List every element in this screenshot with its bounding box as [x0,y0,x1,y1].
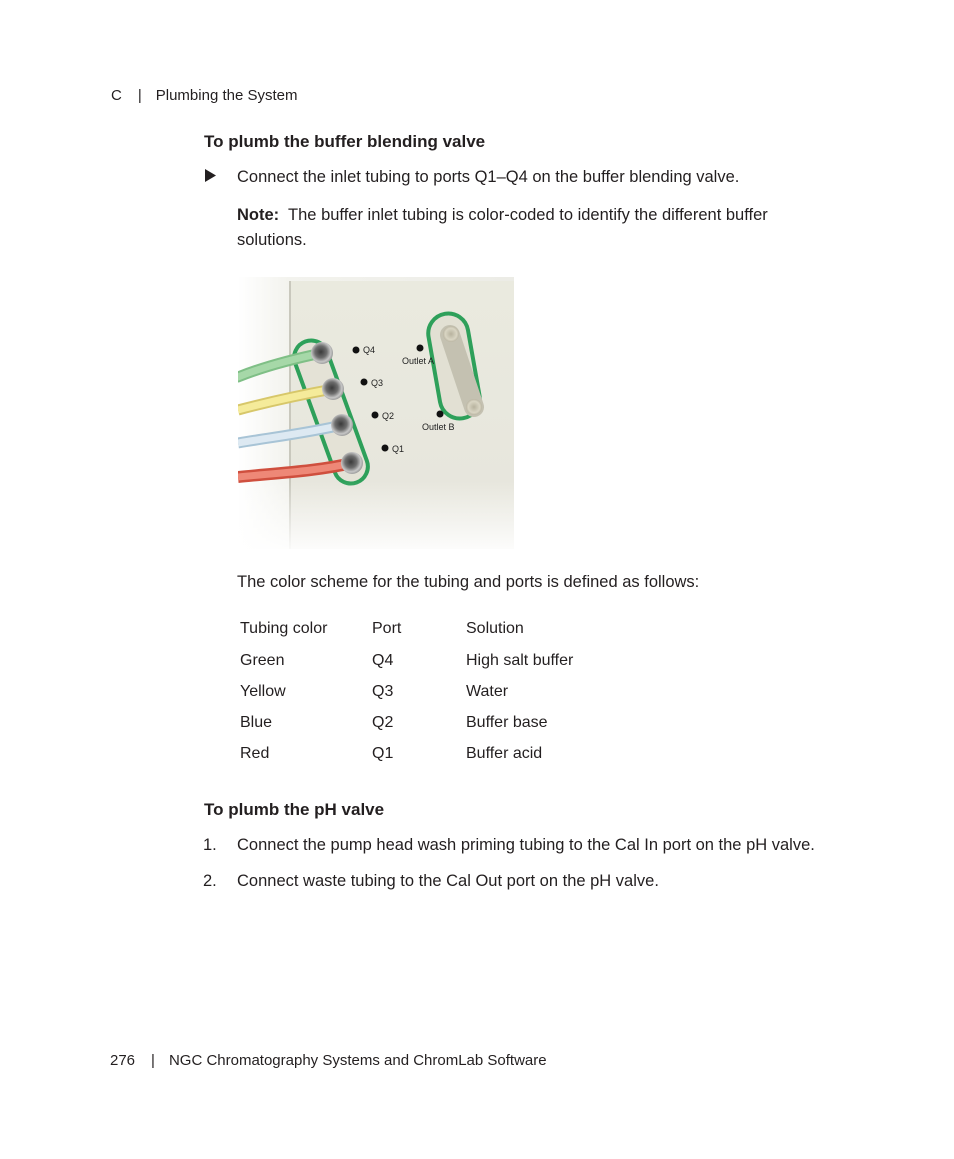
step-number-1: 1. [203,836,217,854]
section-heading-ph-valve: To plumb the pH valve [204,800,385,819]
bullet-instruction: Connect the inlet tubing to ports Q1–Q4 on the buffer blending valve. [237,168,740,186]
header-separator: | [137,87,142,104]
note-text: The buffer inlet tubing is color-coded to identify the different buffer solutions. [237,206,768,249]
bullet-arrow-icon [204,168,217,186]
chapter-letter: C [111,87,122,104]
buffer-valve-figure [238,277,514,549]
cell-tubing-color: Yellow [240,682,286,700]
header-port: Port [372,620,402,637]
cell-port: Q2 [372,713,394,731]
footer-separator: | [151,1052,155,1069]
table-row [232,645,674,676]
table-row [232,676,674,707]
cell-port: Q4 [372,651,394,669]
section-heading-buffer-valve: To plumb the buffer blending valve [204,132,486,151]
step-number-2: 2. [203,872,217,890]
running-header [111,87,297,104]
cell-tubing-color: Green [240,651,285,669]
cell-port: Q1 [372,744,394,762]
step-text-2: Connect waste tubing to the Cal Out port on the pH valve. [237,872,659,890]
scheme-intro: The color scheme for the tubing and ports is defined as follows: [237,573,700,591]
cell-port: Q3 [372,682,394,700]
table-header-row [232,613,674,645]
tubing-color-table [232,613,674,769]
chapter-title: Plumbing the System [155,87,298,104]
header-solution: Solution [466,620,524,637]
note-label: Note: [237,206,280,224]
running-footer [110,1052,547,1069]
note-paragraph [237,203,827,253]
cell-tubing-color: Blue [240,713,273,731]
cell-solution: Buffer acid [466,744,543,762]
table-row [232,738,674,769]
cell-solution: High salt buffer [466,651,574,669]
page-number: 276 [110,1052,136,1069]
table-row [232,707,674,738]
step-text-1: Connect the pump head wash priming tubing to the Cal In port on the pH valve. [237,836,815,854]
cell-solution: Water [466,682,509,700]
cell-tubing-color: Red [240,744,270,762]
book-title: NGC Chromatography Systems and ChromLab Software [168,1052,547,1069]
cell-solution: Buffer base [466,713,548,731]
header-tubing-color: Tubing color [240,620,328,637]
